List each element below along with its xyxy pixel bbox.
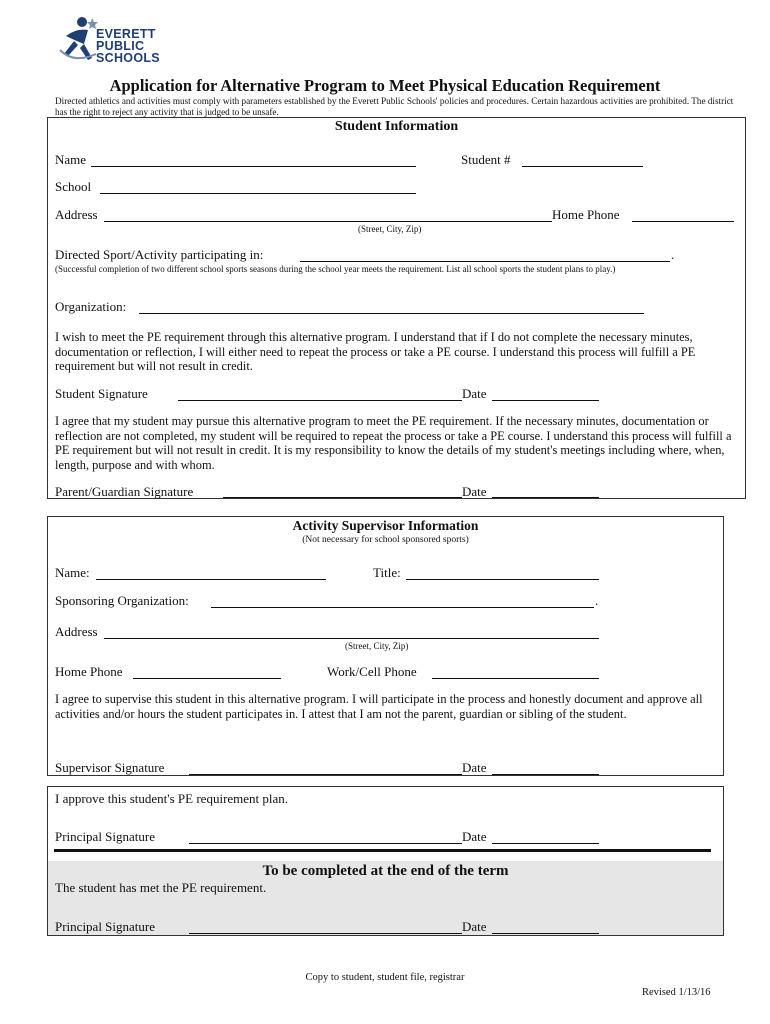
logo-text-everett: EVERETT	[96, 27, 156, 41]
term-end-date-label: Date	[462, 919, 487, 934]
term-end-signature-field[interactable]	[189, 933, 462, 934]
supervisor-subheading: (Not necessary for school sponsored sports)	[302, 535, 469, 545]
supervisor-heading: Activity Supervisor Information	[292, 518, 479, 533]
student-signature-field[interactable]	[178, 400, 462, 401]
principal-section	[47, 786, 724, 936]
organization-label: Organization:	[55, 299, 127, 314]
supervisor-statement: I agree to supervise this student in this alternative program. I will participate in the process and honestly document and approve all activities and/or hours the student participates in. I attest that I am not the parent, guardian or sibling of the student.	[55, 692, 703, 721]
guardian-signature-field[interactable]	[223, 497, 462, 498]
principal-date-field[interactable]	[492, 843, 599, 844]
term-end-met-text: The student has met the PE requirement.	[55, 880, 267, 895]
guardian-date-field[interactable]	[492, 497, 599, 498]
supervisor-title-field[interactable]	[406, 579, 599, 580]
runner-logo-icon	[56, 14, 100, 64]
term-end-heading: To be completed at the end of the term	[262, 863, 509, 879]
supervisor-signature-label: Supervisor Signature	[55, 760, 165, 775]
student-date-field[interactable]	[492, 400, 599, 401]
home-phone-label: Home Phone	[552, 207, 620, 222]
guardian-signature-label: Parent/Guardian Signature	[55, 484, 194, 499]
sport-period: .	[671, 247, 675, 262]
supervisor-name-field[interactable]	[96, 579, 326, 580]
supervisor-home-phone-field[interactable]	[133, 678, 281, 679]
address-hint: (Street, City, Zip)	[358, 224, 422, 234]
supervisor-home-phone-label: Home Phone	[55, 664, 123, 679]
guardian-date-label: Date	[462, 484, 487, 499]
organization-field[interactable]	[139, 313, 644, 314]
student-statement: I wish to meet the PE requirement through this alternative program. I understand that if I do not complete the necessary minutes, documentation or reflection, I will either need to repeat the process or take a PE course. I understand this process will fulfill a PE requirement but will not result in credit.	[55, 330, 696, 373]
sponsoring-org-field[interactable]	[211, 607, 594, 608]
school-label: School	[55, 179, 92, 194]
form-title: Application for Alternative Program to Meet Physical Education Requirement	[109, 76, 661, 95]
district-logo	[56, 14, 176, 66]
approve-text: I approve this student's PE requirement plan.	[55, 791, 289, 806]
supervisor-address-field[interactable]	[104, 638, 599, 639]
supervisor-name-label: Name:	[55, 565, 90, 580]
sport-label: Directed Sport/Activity participating in:	[55, 247, 264, 262]
school-field[interactable]	[100, 193, 416, 194]
supervisor-date-label: Date	[462, 760, 487, 775]
term-end-panel	[48, 861, 723, 935]
sport-hint: (Successful completion of two different school sports seasons during the school year meets the requirement. List all school sports the student plans to play.)	[55, 264, 616, 274]
address-label: Address	[55, 207, 98, 222]
student-number-field[interactable]	[522, 166, 643, 167]
sponsoring-org-period: .	[595, 593, 599, 608]
section-divider	[54, 849, 711, 852]
student-signature-label: Student Signature	[55, 386, 148, 401]
logo-text-schools: SCHOOLS	[96, 51, 160, 65]
logo-text-public: PUBLIC	[96, 39, 145, 53]
form-note: Directed athletics and activities must comply with parameters established by the Everett Public Schools' policies and procedures. Certain hazardous activities are prohibited. The district has the right to reject any activity that is judged to be unsafe.	[55, 96, 734, 117]
supervisor-info-section	[47, 516, 724, 776]
principal-signature-field[interactable]	[189, 843, 462, 844]
student-number-label: Student #	[461, 152, 511, 167]
footer-copy-text: Copy to student, student file, registrar	[305, 972, 465, 983]
student-info-section	[47, 117, 746, 499]
sport-field[interactable]	[300, 261, 670, 262]
student-home-phone-field[interactable]	[632, 221, 734, 222]
revision-date: Revised 1/13/16	[642, 987, 711, 998]
student-address-field[interactable]	[104, 221, 552, 222]
principal-date-label: Date	[462, 829, 487, 844]
principal-signature-label: Principal Signature	[55, 829, 156, 844]
supervisor-date-field[interactable]	[492, 774, 599, 775]
supervisor-address-label: Address	[55, 624, 98, 639]
term-end-signature-label: Principal Signature	[55, 919, 156, 934]
student-name-field[interactable]	[91, 166, 416, 167]
supervisor-title-label: Title:	[373, 565, 401, 580]
student-date-label: Date	[462, 386, 487, 401]
work-phone-field[interactable]	[432, 678, 599, 679]
name-label: Name	[55, 152, 87, 167]
supervisor-address-hint: (Street, City, Zip)	[345, 641, 409, 651]
guardian-statement: I agree that my student may pursue this alternative program to meet the PE requirement. If the necessary minutes, documentation or reflection are not completed, my student will be required to repeat the process or take a PE course. I understand this process will fulfill a PE requirement but will not result in credit. It is my responsibility to know the details of my student's meetings including where, when, length, purpose and with whom.	[55, 414, 732, 472]
work-phone-label: Work/Cell Phone	[327, 664, 417, 679]
term-end-date-field[interactable]	[492, 933, 599, 934]
supervisor-signature-field[interactable]	[189, 774, 462, 775]
student-info-heading: Student Information	[334, 119, 459, 134]
sponsoring-org-label: Sponsoring Organization:	[55, 593, 189, 608]
